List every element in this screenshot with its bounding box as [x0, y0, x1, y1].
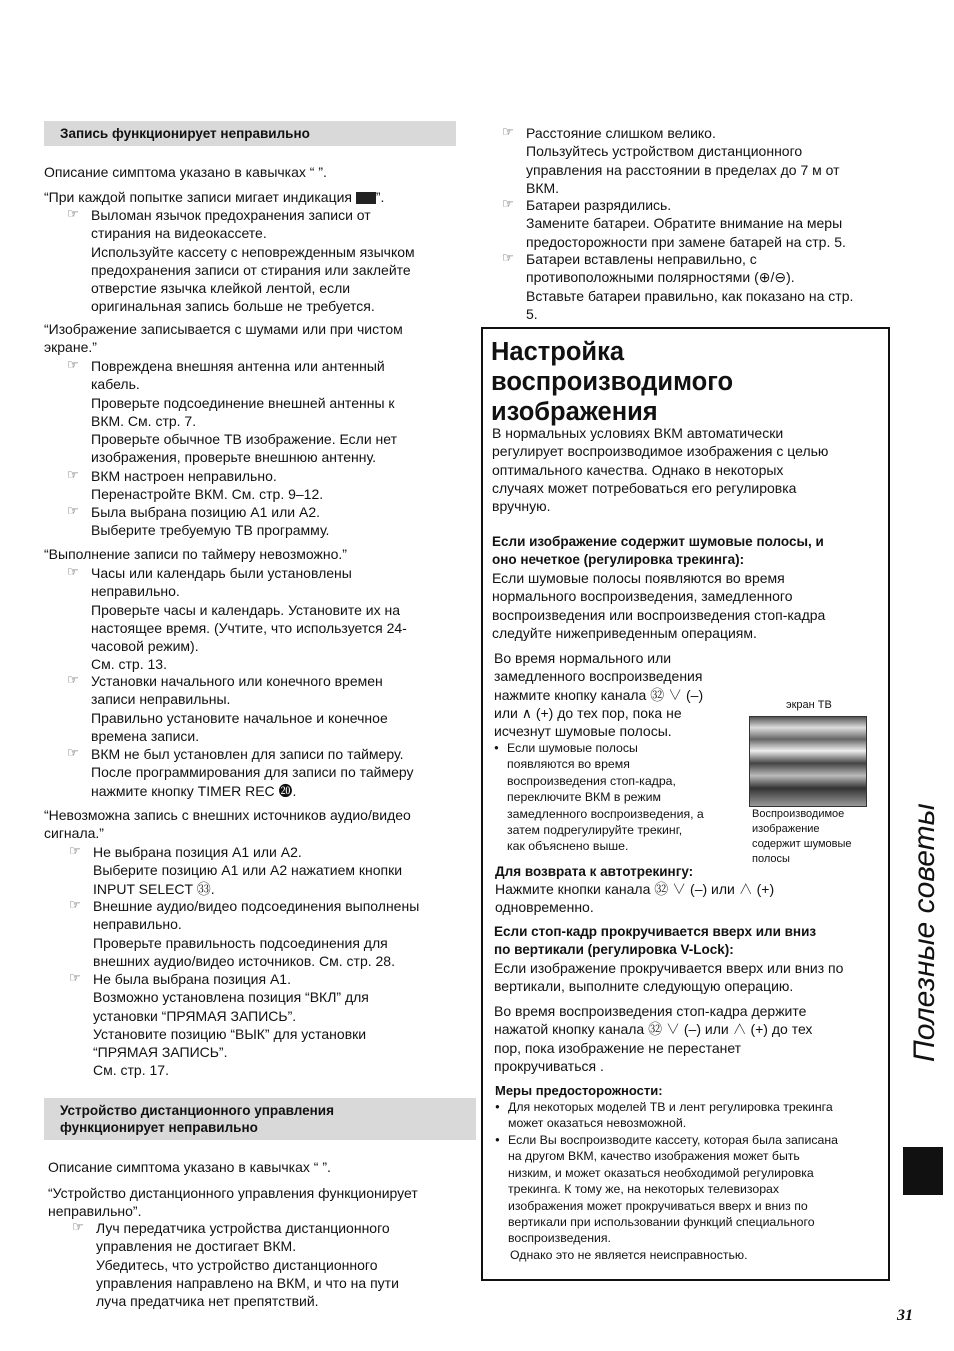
- symptom-1-text: “При каждой попытке записи мигает индикация: [44, 189, 352, 205]
- remote-answer-2-line: Замените батареи. Обратите внимание на меры: [526, 215, 843, 232]
- answer-9-line: внешних аудио/видео источников. См. стр. 28.: [93, 952, 395, 969]
- intro-text-2: [48, 1158, 331, 1176]
- vlock-paragraph-line: Если изображение прокручивается вверх или вниз по: [494, 960, 844, 976]
- tracking-bullet-line: как объяснено выше.: [507, 839, 629, 854]
- pointer-hand-icon: ☞: [67, 503, 79, 518]
- tracking-steps-line: нажмите кнопку канала ㉜ ∨ (–): [494, 686, 704, 703]
- symptom-1-end: ”.: [375, 189, 385, 205]
- autotracking-paragraph-line: одновременно.: [495, 899, 594, 916]
- pointer-hand-icon: ☞: [67, 672, 79, 687]
- precaution-note: [510, 1247, 748, 1263]
- answer-8: [93, 843, 402, 898]
- intro-paragraph-line: оптимального качества. Однако в некоторых: [492, 461, 784, 478]
- answer-4: [91, 503, 329, 540]
- precaution-2-line: воспроизведения.: [508, 1231, 611, 1246]
- precaution-1: [508, 1099, 833, 1132]
- vlock-paragraph: [494, 959, 843, 996]
- vlock-heading: [494, 923, 816, 960]
- answer-7-line: После программирования для записи по таймеру: [91, 764, 414, 781]
- remote-answer-3-line: 5.: [526, 305, 538, 322]
- tracking-steps-line: Во время нормального или: [494, 650, 672, 666]
- tracking-steps-line: замедленного воспроизведения: [494, 668, 703, 685]
- vlock-steps-line: пор, пока изображение не перестанет: [494, 1039, 742, 1056]
- answer-10-line: “ПРЯМАЯ ЗАПИСЬ”.: [93, 1044, 228, 1061]
- precaution-1-line: ● Для некоторых моделей ТВ и лент регулировка трекинга: [508, 1100, 833, 1114]
- tracking-paragraph-line: нормального воспроизведения, замедленного: [492, 588, 793, 605]
- answer-9-line: Проверьте правильность подсоединения для: [93, 934, 388, 951]
- symptom-3: [44, 545, 347, 563]
- remote-answer-1: [526, 124, 840, 197]
- answer-6-line: времена записи.: [91, 727, 200, 744]
- tracking-bullet-line: затем подрегулируйте трекинг,: [507, 823, 683, 838]
- precaution-2: [508, 1132, 838, 1247]
- answer-11-line: управления не достигает ВКМ.: [96, 1238, 297, 1255]
- pointer-hand-icon: ☞: [67, 564, 79, 579]
- answer-1-line: отверстие язычка клейкой лентой, если: [91, 280, 351, 297]
- precaution-note-line: Однако это не является неисправностью.: [510, 1248, 748, 1262]
- answer-10: [93, 970, 369, 1080]
- intro-paragraph-line: вручную.: [492, 498, 551, 515]
- vlock-heading-line: Если стоп-кадр прокручивается вверх или вниз: [494, 924, 817, 939]
- vlock-steps-line: Во время воспроизведения стоп-кадра держите: [494, 1003, 807, 1019]
- remote-answer-2: [526, 196, 846, 251]
- answer-6-line: Установки начального или конечного времен: [91, 673, 383, 689]
- answer-2: [91, 357, 397, 467]
- autotracking-heading-line: Для возврата к автотрекингу:: [495, 864, 694, 879]
- answer-10-line: См. стр. 17.: [93, 1062, 169, 1079]
- remote-answer-3-line: Вставьте батареи правильно, как показано на стр.: [526, 287, 854, 304]
- answer-8-line: Выберите позицию А1 или А2 нажатием кнопки: [93, 862, 403, 879]
- tracking-bullet-line: воспроизведения стоп-кадра,: [507, 773, 676, 788]
- title-line1: Настройка: [491, 338, 625, 366]
- answer-11-line: Убедитесь, что устройство дистанционного: [96, 1256, 378, 1273]
- intro-text-2-line: Описание симптома указано в кавычках “ ”.: [48, 1159, 331, 1175]
- answer-6-line: Правильно установите начальное и конечное: [91, 709, 388, 726]
- tracking-steps-line: исчезнут шумовые полосы.: [494, 723, 672, 740]
- symptom-5-line: “Устройство дистанционного управления функционирует: [48, 1185, 418, 1201]
- answer-7: [91, 745, 414, 800]
- pointer-hand-icon: ☞: [67, 467, 79, 482]
- title-line2: воспроизводимого: [491, 368, 734, 396]
- answer-1: [91, 206, 415, 316]
- answer-11-line: управления направлено на ВКМ, и что на пути: [96, 1274, 399, 1291]
- answer-1-line: оригинальная запись больше не требуется.: [91, 298, 375, 315]
- page-title: [491, 337, 733, 427]
- answer-5-line: Проверьте часы и календарь. Установите их на: [91, 601, 401, 618]
- answer-11-line: Луч передатчика устройства дистанционного: [96, 1220, 390, 1236]
- answer-7-line: нажмите кнопку TIMER REC ⓴.: [91, 782, 297, 799]
- vlock-paragraph-line: вертикали, выполните следующую операцию.: [494, 978, 794, 995]
- answer-2-line: Проверьте подсоединение внешней антенны к: [91, 394, 395, 411]
- tracking-paragraph-line: воспроизведения или воспроизведения стоп-кадра: [492, 606, 826, 623]
- symptom-5-line: неправильно”.: [48, 1203, 142, 1220]
- intro-text: Описание симптома указано в кавычках “ ”.: [44, 164, 327, 180]
- page-number: 31: [897, 1307, 913, 1324]
- tracking-bullet-line: ● Если шумовые полосы: [507, 741, 638, 755]
- answer-5-line: часовой режим).: [91, 638, 199, 655]
- symptom-4-line: сигнала.”: [44, 825, 104, 842]
- answer-8-line: Не выбрана позиция А1 или А2.: [93, 844, 302, 860]
- remote-answer-3: [526, 250, 853, 323]
- remote-answer-3-line: противоположными полярностями (⊕/⊖).: [526, 269, 795, 286]
- symptom-3-line: “Выполнение записи по таймеру невозможно.”: [44, 546, 347, 562]
- tracking-bullet-line: замедленного воспроизведения, а: [507, 806, 704, 821]
- section-heading-remote-line2: функционирует неправильно: [60, 1120, 258, 1135]
- section-heading-remote: [44, 1098, 476, 1140]
- tracking-bullet-line: переключите ВКМ в режим: [507, 790, 661, 805]
- answer-11: [96, 1219, 399, 1310]
- pointer-hand-icon: ☞: [69, 970, 81, 985]
- remote-answer-3-line: Батареи вставлены неправильно, с: [526, 251, 757, 267]
- section-heading-recording: Запись функционирует неправильно: [44, 121, 456, 146]
- answer-2-line: кабель.: [91, 376, 140, 393]
- precautions-heading-line: Меры предосторожности:: [495, 1083, 663, 1098]
- precaution-1-line: может оказаться невозможной.: [508, 1116, 687, 1131]
- tracking-heading-line: Если изображение содержит шумовые полосы, и: [492, 534, 824, 549]
- answer-2-line: Проверьте обычное ТВ изображение. Если нет: [91, 431, 398, 448]
- pointer-hand-icon: ☞: [69, 843, 81, 858]
- rec-indicator-icon: [356, 192, 376, 204]
- remote-answer-1-line: управления на расстоянии в пределах до 7 м от: [526, 161, 840, 178]
- tv-caption-line: полосы: [752, 853, 790, 865]
- pointer-hand-icon: ☞: [67, 357, 79, 372]
- answer-1-line: стирания на видеокассете.: [91, 225, 267, 242]
- answer-9-line: Внешние аудио/видео подсоединения выполнены: [93, 898, 420, 914]
- pointer-hand-icon: ☞: [502, 124, 514, 139]
- tracking-bullet-line: появляются во время: [507, 757, 630, 772]
- autotracking-paragraph: [495, 880, 774, 917]
- answer-5-line: Часы или календарь были установлены: [91, 565, 352, 581]
- answer-2-line: Повреждена внешняя антенна или антенный: [91, 358, 385, 374]
- remote-answer-1-line: ВКМ.: [526, 179, 560, 196]
- intro-paragraph-line: случаях может потребоваться его регулировка: [492, 479, 797, 496]
- autotracking-paragraph-line: Нажмите кнопки канала ㉜ ∨ (–) или ∧ (+): [495, 881, 775, 897]
- answer-5-line: неправильно.: [91, 583, 180, 600]
- remote-answer-1-line: Пользуйтесь устройством дистанционного: [526, 143, 803, 160]
- symptom-2-line: “Изображение записывается с шумами или при чистом: [44, 321, 403, 337]
- tracking-paragraph-line: Если шумовые полосы появляются во время: [492, 570, 785, 586]
- answer-5-line: настоящее время. (Учтите, что используется 24-: [91, 619, 407, 636]
- symptom-1: [44, 188, 384, 206]
- answer-6: [91, 672, 388, 745]
- tv-label: экран ТВ: [786, 699, 832, 711]
- tracking-heading: [492, 533, 824, 570]
- intro-paragraph-line: регулирует воспроизводимое изображения с целью: [492, 443, 829, 460]
- side-tab-label: Полезные советы: [908, 803, 941, 1062]
- answer-9-line: неправильно.: [93, 916, 182, 933]
- tracking-heading-line: оно нечеткое (регулировка трекинга):: [492, 552, 745, 568]
- pointer-hand-icon: ☞: [69, 897, 81, 912]
- pointer-hand-icon: ☞: [502, 250, 514, 265]
- symptom-4-line: “Невозможна запись с внешних источников аудио/видео: [44, 807, 411, 823]
- answer-4-line: Была выбрана позицию А1 или А2.: [91, 504, 320, 520]
- remote-answer-1-line: Расстояние слишком велико.: [526, 125, 716, 141]
- answer-10-line: Возможно установлена позиция “ВКЛ” для: [93, 989, 369, 1006]
- answer-2-line: изображения, проверьте внешнюю антенну.: [91, 449, 376, 466]
- answer-1-line: Используйте кассету с неповрежденным язычком: [91, 243, 415, 260]
- vlock-steps-line: нажатой кнопку канала ㉜ ∨ (–) или ∧ (+) до тех: [494, 1021, 813, 1038]
- answer-11-line: луча предатчика нет препятствий.: [96, 1293, 319, 1310]
- vlock-heading-line: по вертикали (регулировка V-Lock):: [494, 942, 734, 958]
- tracking-steps: [494, 649, 703, 740]
- answer-10-line: Установите позицию “ВЫК” для установки: [93, 1025, 367, 1042]
- symptom-2: [44, 320, 403, 357]
- symptom-4: [44, 806, 411, 843]
- pointer-hand-icon: ☞: [72, 1219, 84, 1234]
- tv-caption-line: Воспроизводимое: [752, 808, 845, 820]
- tv-caption: [752, 807, 852, 867]
- precaution-2-line: изображения может прокручиваться вверх и вниз по: [508, 1198, 808, 1213]
- answer-10-line: установки “ПРЯМАЯ ЗАПИСЬ”.: [93, 1007, 297, 1024]
- tracking-bullet: [507, 740, 704, 855]
- tracking-steps-line: или ∧ (+) до тех пор, пока не: [494, 704, 682, 721]
- precaution-2-line: низким, и может оказаться необходимой регулировка: [508, 1165, 814, 1180]
- symptom-5: [48, 1184, 418, 1221]
- answer-8-line: INPUT SELECT ㉝.: [93, 880, 215, 897]
- answer-5-line: См. стр. 13.: [91, 656, 167, 673]
- side-tab-marker: [903, 1147, 943, 1195]
- pointer-hand-icon: ☞: [502, 196, 514, 211]
- intro-paragraph: [492, 424, 828, 515]
- tv-screen-image: [749, 716, 867, 807]
- precaution-2-line: на другом ВКМ, качество изображения может быть: [508, 1149, 800, 1164]
- symptom-2-line: экране.”: [44, 339, 97, 356]
- answer-2-line: ВКМ. См. стр. 7.: [91, 412, 197, 429]
- intro-paragraph-line: В нормальных условиях ВКМ автоматически: [492, 425, 784, 441]
- precautions-heading: [495, 1082, 663, 1100]
- tracking-paragraph: [492, 569, 825, 642]
- autotracking-heading: [495, 863, 693, 881]
- answer-6-line: записи неправильны.: [91, 691, 231, 708]
- answer-5: [91, 564, 407, 674]
- answer-9: [93, 897, 419, 970]
- answer-4-line: Выберите требуемую ТВ программу.: [91, 522, 330, 539]
- pointer-hand-icon: ☞: [67, 206, 79, 221]
- answer-7-line: ВКМ не был установлен для записи по таймеру.: [91, 746, 404, 762]
- answer-3-line: Перенастройте ВКМ. См. стр. 9–12.: [91, 486, 324, 503]
- answer-3-line: ВКМ настроен неправильно.: [91, 468, 277, 484]
- precaution-2-line: вертикали при использовании функций специального: [508, 1215, 815, 1230]
- remote-answer-2-line: Батареи разрядились.: [526, 197, 672, 213]
- tv-caption-line: содержит шумовые: [752, 838, 852, 850]
- pointer-hand-icon: ☞: [67, 745, 79, 760]
- answer-10-line: Не была выбрана позиция А1.: [93, 971, 291, 987]
- answer-3: [91, 467, 323, 504]
- vlock-steps: [494, 1002, 812, 1075]
- precaution-2-line: трекинга. К тому же, на некоторых телевизорах: [508, 1182, 780, 1197]
- section-heading-remote-line1: Устройство дистанционного управления: [60, 1103, 334, 1118]
- answer-1-line: Выломан язычок предохранения записи от: [91, 207, 371, 223]
- precaution-2-line: ● Если Вы воспроизводите кассету, которая была записана: [508, 1133, 838, 1147]
- answer-1-line: предохранения записи от стирания или заклейте: [91, 261, 411, 278]
- title-line3: изображения: [491, 398, 658, 426]
- tv-caption-line: изображение: [752, 823, 820, 835]
- vlock-steps-line: прокручиваться .: [494, 1057, 604, 1074]
- tracking-paragraph-line: следуйте нижеприведенным операциям.: [492, 624, 757, 641]
- remote-answer-2-line: предосторожности при замене батарей на стр. 5.: [526, 233, 846, 250]
